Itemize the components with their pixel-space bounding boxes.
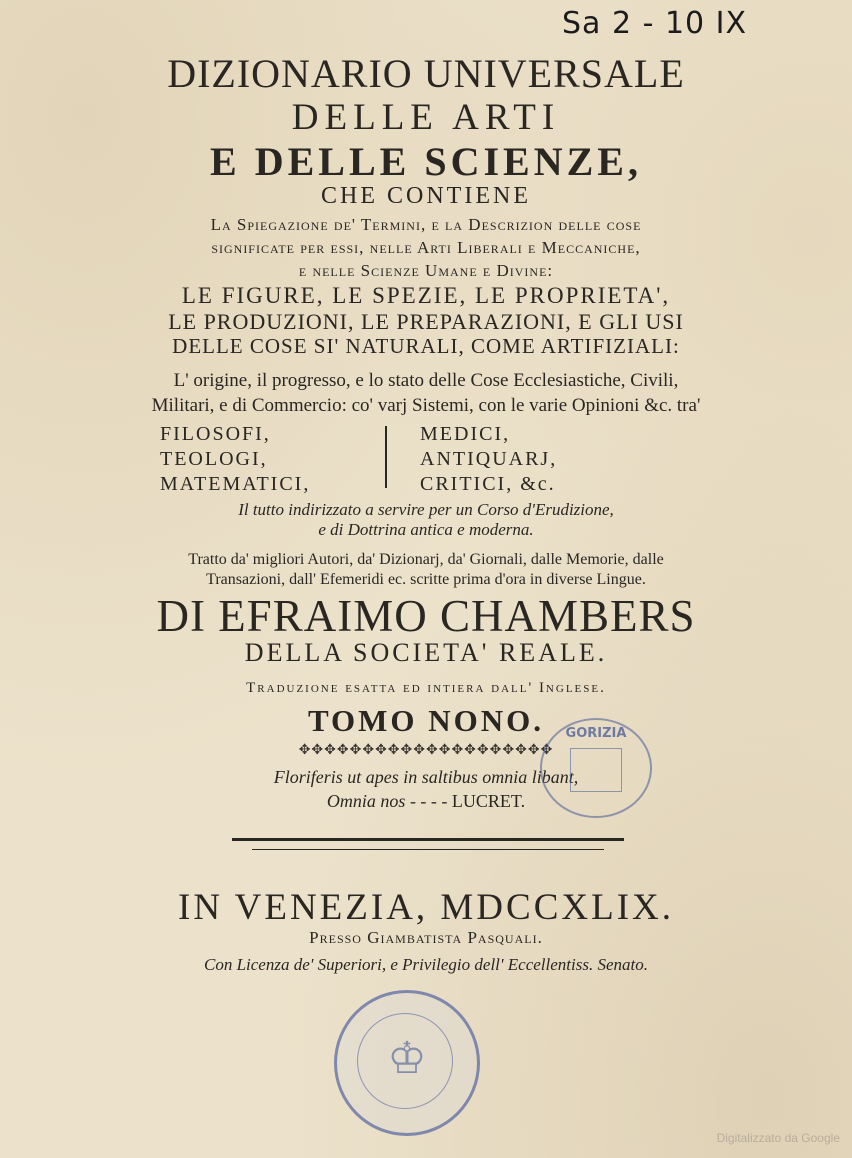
body-line: Militari, e di Commercio: co' varj Sistemi, con le varie Opinioni &c. tra' [151, 395, 701, 416]
imprint-licence: Con Licenza de' Superiori, e Privilegio dell' Eccellentiss. Senato. [204, 955, 648, 974]
purpose-line: e di Dottrina antica e moderna. [318, 520, 534, 539]
ornament-border: ✥✥✥✥✥✥✥✥✥✥✥✥✥✥✥✥✥✥✥✥ [298, 743, 554, 758]
title-line-2: DELLE ARTI [291, 97, 561, 138]
caps-line: DELLE COSE SI' NATURALI, COME ARTIFIZIALI: [172, 334, 680, 358]
imprint-city: IN VENEZIA, MDCCXLIX. [178, 887, 674, 928]
title-line-1: DIZIONARIO UNIVERSALE [167, 51, 685, 96]
digitization-watermark: Digitalizzato da Google [716, 1131, 840, 1145]
column-item: MEDICI, [420, 423, 511, 445]
society: DELLA SOCIETA' REALE. [244, 638, 608, 667]
rule-thin [252, 849, 604, 850]
rule-thick [232, 838, 624, 841]
purpose-line: Il tutto indirizzato a servire per un Corso d'Erudizione, [238, 500, 614, 519]
subtitle-line: La Spiegazione de' Termini, e la Descrizion delle cose [210, 215, 642, 234]
stamp-label: GORIZIA [565, 726, 627, 741]
column-item: MATEMATICI, [160, 473, 311, 495]
left-column [160, 422, 310, 497]
column-divider [385, 426, 387, 488]
subtitle-line: e nelle Scienze Umane e Divine: [298, 261, 554, 280]
column-item: FILOSOFI, [160, 423, 271, 445]
column-item: TEOLOGI, [160, 448, 268, 470]
subtitle-line: significate per essi, nelle Arti Liberali e Meccaniche, [211, 238, 641, 257]
library-stamp [540, 718, 652, 818]
volume-title: TOMO NONO. [307, 703, 545, 738]
caps-line: LE PRODUZIONI, LE PREPARAZIONI, E GLI USI [168, 309, 684, 334]
column-item: CRITICI, &c. [420, 473, 556, 495]
column-item: ANTIQUARJ, [420, 448, 558, 470]
eagle-icon: ♔ [387, 1034, 427, 1083]
right-column [420, 422, 557, 497]
title-line-4: CHE CONTIENE [321, 183, 531, 209]
author: DI EFRAIMO CHAMBERS [156, 591, 696, 641]
epigraph-line-1: Floriferis ut apes in saltibus omnia libant, [273, 767, 579, 787]
stamp-emblem [570, 748, 622, 792]
translation-note: Traduzione esatta ed intiera dall' Inglese. [246, 680, 606, 696]
body-line: L' origine, il progresso, e lo stato delle Cose Ecclesiastiche, Civili, [173, 370, 679, 391]
title-line-3: E DELLE SCIENZE, [210, 139, 642, 184]
caps-line: LE FIGURE, LE SPEZIE, LE PROPRIETA', [181, 283, 671, 308]
epigraph-line-2 [0, 791, 852, 812]
epigraph-attribution: - - - - LUCRET. [405, 791, 526, 811]
source-line: Transazioni, dall' Efemeridi ec. scritte prima d'ora in diverse Lingue. [206, 571, 646, 588]
epigraph-italic: Omnia nos [326, 791, 406, 811]
round-seal-stamp [334, 990, 480, 1136]
handwritten-shelfmark: Sa 2 - 10 IX [562, 6, 748, 41]
source-line: Tratto da' migliori Autori, da' Dizionarj, da' Giornali, dalle Memorie, dalle [188, 551, 664, 568]
imprint-publisher: Presso Giambatista Pasquali. [309, 928, 543, 947]
